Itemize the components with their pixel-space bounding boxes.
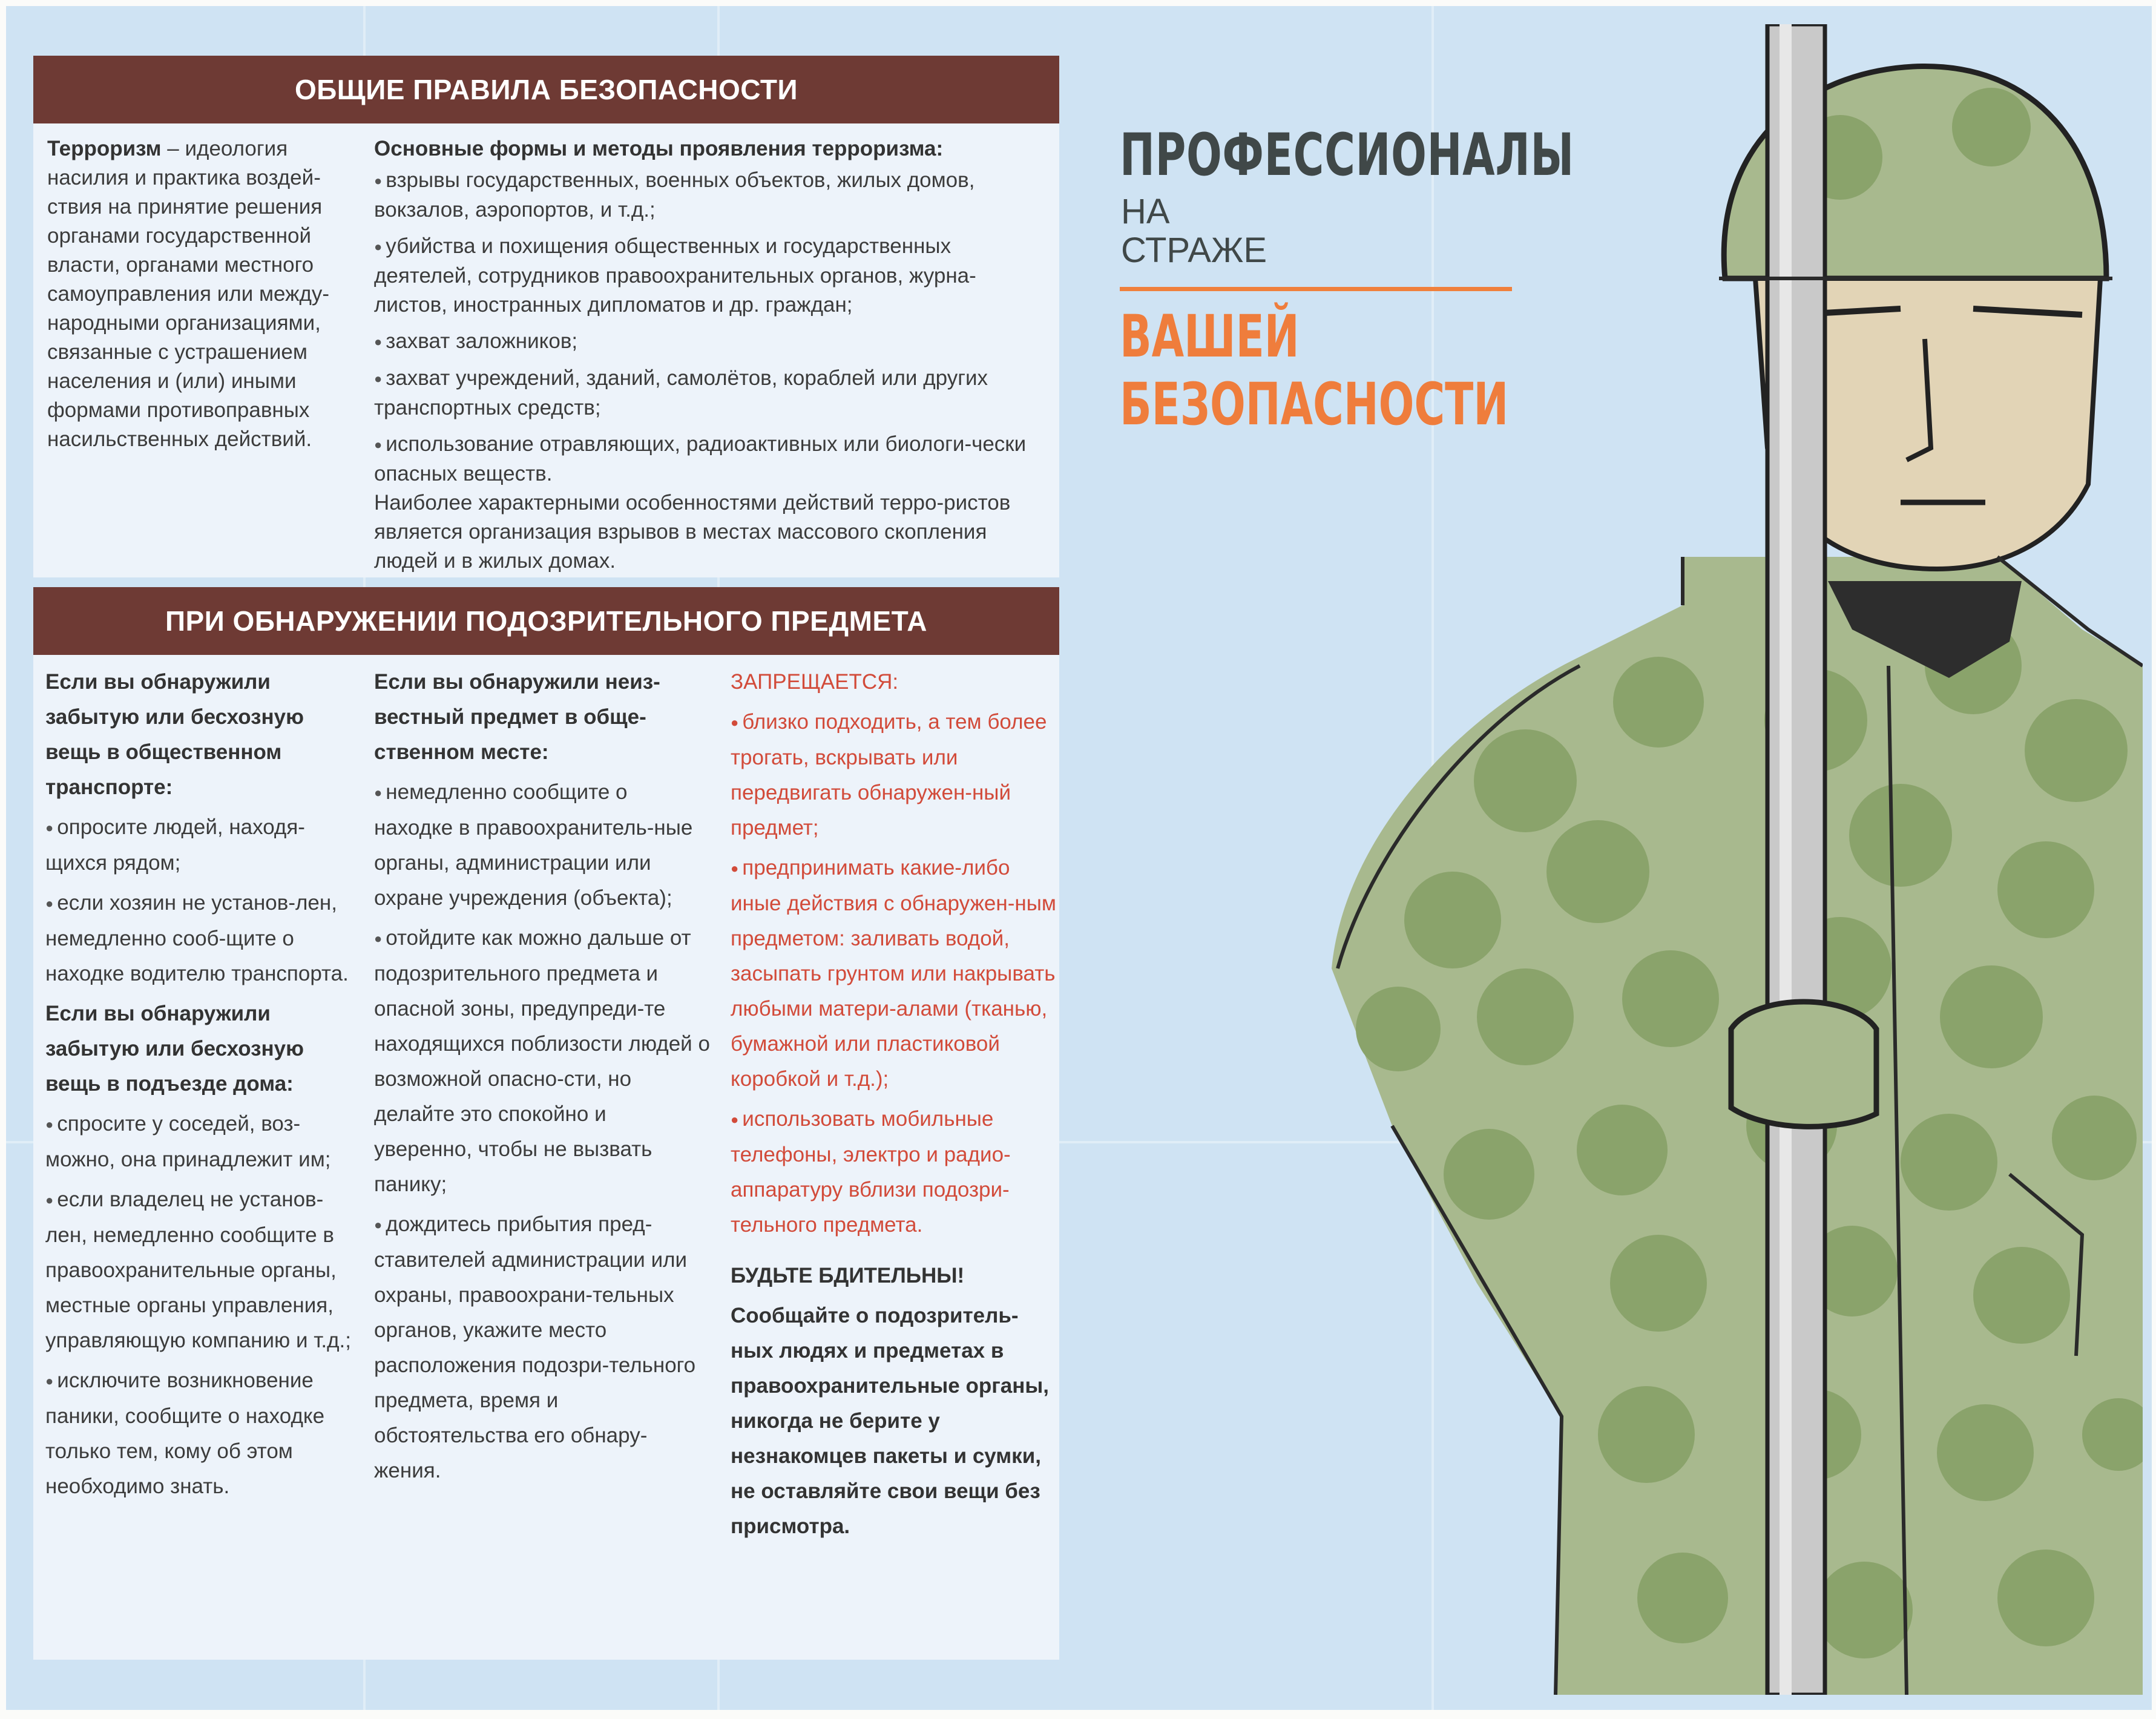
entrance-title: Если вы обнаружили забытую или бесхозную вещь в подъезде дома: [45, 1002, 304, 1096]
cover-title-line3: СТРАЖЕ [1121, 231, 1267, 270]
section-general-header: ОБЩИЕ ПРАВИЛА БЕЗОПАСНОСТИ [33, 56, 1059, 123]
section-suspicious-header: ПРИ ОБНАРУЖЕНИИ ПОДОЗРИТЕЛЬНОГО ПРЕДМЕТА [33, 587, 1059, 655]
forbidden-item: ● близко подходить, а тем более трогать, вскрывать или передвигать обнаружен-ный предмет; [731, 705, 1057, 846]
vigilant-text: Сообщайте о подозритель-ных людях и предметах в правоохранительные органы, никогда не берите у незнакомцев пакеты и сумки, не оставляйте свои вещи без присмотра. [731, 1304, 1050, 1538]
terrorism-forms [374, 134, 1046, 576]
forms-item: ● использование отравляющих, радиоактивных или биологи-чески опасных веществ. [374, 430, 1046, 488]
column-forbidden [731, 665, 1057, 1549]
forbidden-item: ● предпринимать какие-либо иные действия с обнаружен-ным предметом: заливать водой, засыпать грунтом или накрывать любыми матери-алами (тканью, бумажной или пластиковой коробкой и т.д.); [731, 850, 1057, 1097]
soldier-illustration [1295, 24, 2143, 1695]
cover-title-line2: НА [1121, 192, 1170, 231]
vigilant-title: БУДЬТЕ БДИТЕЛЬНЫ! [731, 1264, 965, 1287]
public-place-item: ● отойдите как можно дальше от подозрительного предмета и опасной зоны, предупреди-те находящихся поблизости людей о возможной опасно-сти, но делайте это спокойно и уверенно, чтобы не вызвать панику; [374, 921, 710, 1202]
definition-text: – идеология насилия и практика воздей-ствия на принятие решения органами государственной власти, органами местного самоуправления или между-народными организациями, связанные с устрашением населения и (или) иными формами противоправных насильственных действий. [47, 137, 330, 451]
forms-item: ● захват заложников; [374, 327, 1046, 357]
transport-item: ● если хозяин не установ-лен, немедленно сооб-щите о находке водителю транспорта. [45, 886, 360, 991]
cover-title-small [1121, 192, 1267, 270]
public-place-item: ● дождитесь прибытия пред-ставителей администрации или охраны, правоохрани-тельных органов, укажите место расположения подозри-тельного предмета, время и обстоятельства его обнару-жения. [374, 1207, 710, 1488]
forms-item: ● убийства и похищения общественных и государственных деятелей, сотрудников правоохранительных органов, журна-листов, иностранных дипломатов и др. граждан; [374, 232, 1046, 320]
forms-note: Наиболее характерными особенностями действий терро-ристов является организация взрывов в местах массового скопления людей и в жилых домах. [374, 491, 1011, 573]
forms-item: ● захват учреждений, зданий, самолётов, кораблей или других транспортных средств; [374, 364, 1046, 422]
forms-title: Основные формы и методы проявления терроризма: [374, 137, 944, 160]
transport-title: Если вы обнаружили забытую или бесхозную вещь в общественном транспорте: [45, 670, 304, 799]
entrance-item: ● исключите возникновение паники, сообщите о находке только тем, кому об этом необходимо знать. [45, 1363, 360, 1504]
definition-term: Терроризм [47, 137, 162, 160]
forms-item: ● взрывы государственных, военных объектов, жилых домов, вокзалов, аэропортов, и т.д.; [374, 166, 1046, 225]
cover-title-line1: ПРОФЕССИОНАЛЫ [1120, 121, 1574, 189]
terrorism-definition [47, 134, 356, 454]
forbidden-title: ЗАПРЕЩАЕТСЯ: [731, 670, 899, 694]
cover-title-line4: ВАШЕЙ [1120, 303, 1300, 370]
column-transport-entrance [45, 665, 360, 1509]
column-public-place [374, 665, 710, 1493]
forbidden-item: ● использовать мобильные телефоны, электро и радио-аппаратуру вблизи подозри-тельного предмета. [731, 1102, 1057, 1243]
transport-item: ● опросите людей, находя-щихся рядом; [45, 810, 360, 881]
cover-title-line5: БЕЗОПАСНОСТИ [1120, 370, 1509, 438]
entrance-item: ● спросите у соседей, воз-можно, она принадлежит им; [45, 1106, 360, 1177]
public-place-title: Если вы обнаружили неиз-вестный предмет в обще-ственном месте: [374, 670, 660, 764]
entrance-item: ● если владелец не установ-лен, немедленно сообщите в правоохранительные органы, местные органы управления, управляющую компанию и т.д.; [45, 1182, 360, 1358]
public-place-item: ● немедленно сообщите о находке в правоохранитель-ные органы, администрации или охране учреждения (объекта); [374, 775, 710, 916]
